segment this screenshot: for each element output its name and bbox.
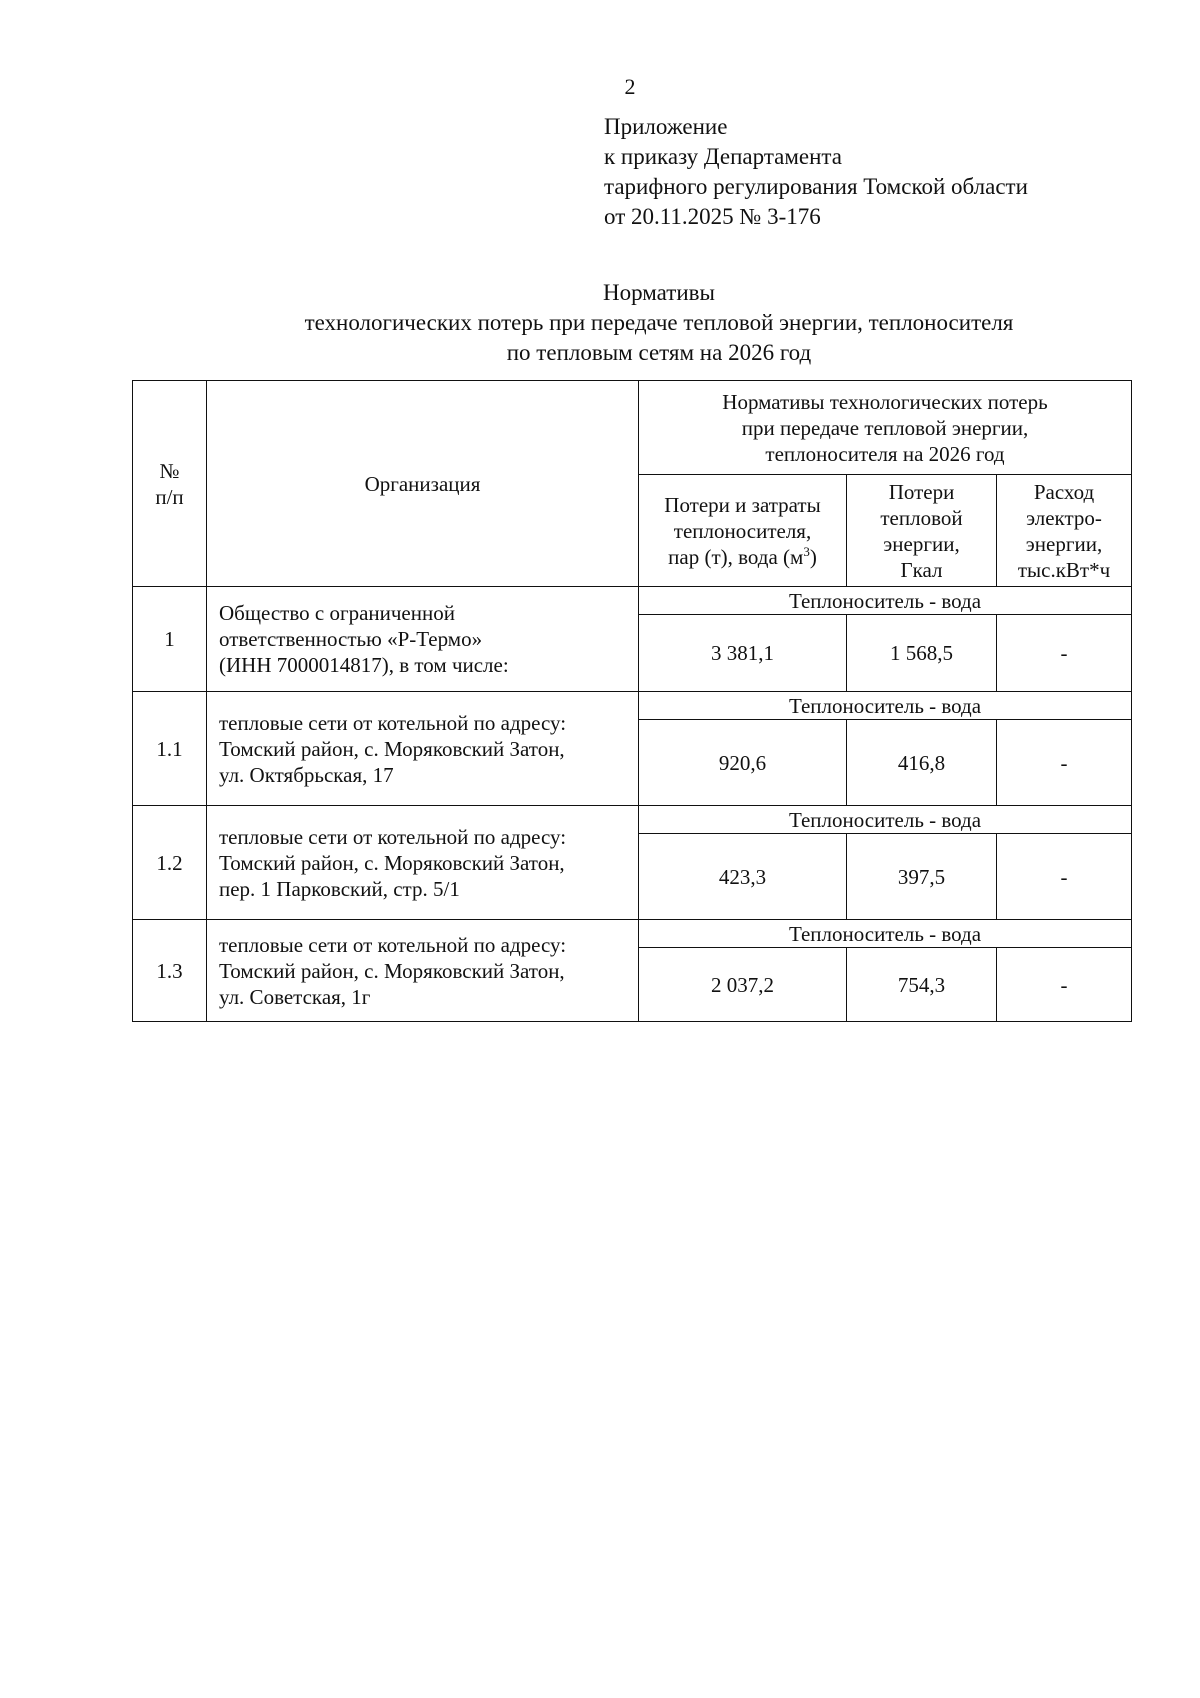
losses-value: 423,3 (639, 834, 847, 920)
power-value: - (997, 948, 1132, 1022)
title-line: по тепловым сетям на 2026 год (506, 340, 812, 365)
heat-loss-value: 416,8 (847, 720, 997, 806)
document-title (132, 278, 1186, 368)
header-heat-loss: Потери тепловой энергии, Гкал (847, 475, 997, 587)
header-number: № п/п (133, 381, 207, 587)
row-organization: тепловые сети от котельной по адресу: Томский район, с. Моряковский Затон, ул. Октябрьская, 17 (207, 692, 639, 806)
power-value: - (997, 834, 1132, 920)
heat-carrier-label: Теплоноситель - вода (639, 806, 1132, 834)
row-number: 1.3 (133, 920, 207, 1022)
header-group: Нормативы технологических потерь при передаче тепловой энергии, теплоносителя на 2026 год (639, 381, 1132, 475)
header-row (133, 381, 1132, 475)
appendix-line: от 20.11.2025 № 3-176 (604, 204, 821, 229)
appendix-line: тарифного регулирования Томской области (604, 174, 1028, 199)
row-organization: тепловые сети от котельной по адресу: Томский район, с. Моряковский Затон, пер. 1 Парковский, стр. 5/1 (207, 806, 639, 920)
power-value: - (997, 615, 1132, 692)
row-number: 1.2 (133, 806, 207, 920)
heat-loss-value: 1 568,5 (847, 615, 997, 692)
appendix-line: к приказу Департамента (604, 144, 842, 169)
heat-loss-value: 754,3 (847, 948, 997, 1022)
row-number: 1 (133, 587, 207, 692)
title-line: технологических потерь при передаче тепловой энергии, теплоносителя (304, 310, 1014, 335)
norms-table (132, 380, 1132, 1022)
title-line: Нормативы (603, 280, 715, 305)
table-row (133, 587, 1132, 615)
table-row (133, 692, 1132, 720)
row-organization: тепловые сети от котельной по адресу: Томский район, с. Моряковский Затон, ул. Советская, 1г (207, 920, 639, 1022)
appendix-line: Приложение (604, 114, 728, 139)
row-organization: Общество с ограниченной ответственностью «Р-Термо» (ИНН 7000014817), в том числе: (207, 587, 639, 692)
header-losses: Потери и затраты теплоносителя, пар (т), вода $(м^3)$ (639, 475, 847, 587)
heat-carrier-label: Теплоноситель - вода (639, 920, 1132, 948)
losses-value: 3 381,1 (639, 615, 847, 692)
table-row (133, 806, 1132, 834)
power-value: - (997, 720, 1132, 806)
header-power: Расход электро- энергии, тыс.кВт*ч (997, 475, 1132, 587)
row-number: 1.1 (133, 692, 207, 806)
losses-value: 2 037,2 (639, 948, 847, 1022)
page-number: 2 (624, 74, 636, 99)
table-row (133, 920, 1132, 948)
heat-carrier-label: Теплоноситель - вода (639, 692, 1132, 720)
heat-loss-value: 397,5 (847, 834, 997, 920)
losses-value: 920,6 (639, 720, 847, 806)
appendix-block (604, 112, 1028, 232)
heat-carrier-label: Теплоноситель - вода (639, 587, 1132, 615)
header-organization: Организация (207, 381, 639, 587)
